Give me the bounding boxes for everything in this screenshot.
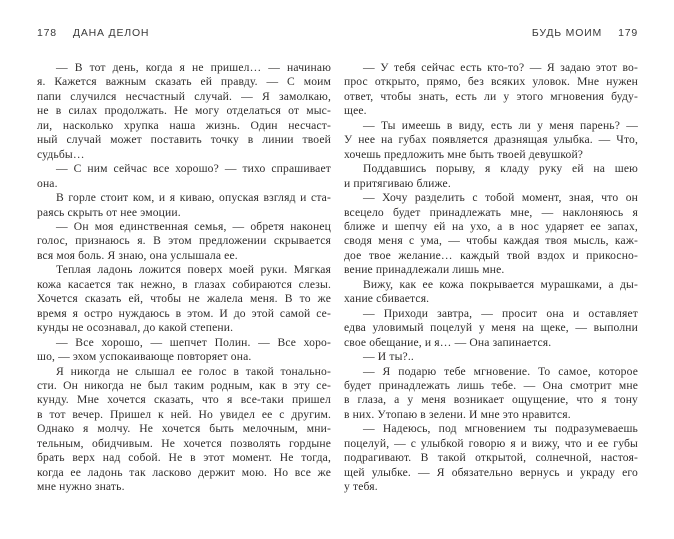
text-line: брать верх над собой. Не в этот момент. Не тогда, — [37, 451, 331, 465]
text-line: — В тот день, когда я не пришел… — начинаю — [56, 61, 331, 74]
text-line: время я остро нуждаюсь в этом. И до этой самой се- — [37, 306, 331, 320]
text-line: сводя меня с ума, — чтобы каждая твоя мысль, каж- — [344, 234, 638, 248]
text-line: — Приходи завтра, — просит она и оставляет — [363, 306, 638, 320]
text-line: У нее на губах появляется дразнящая улыбка. — Что, — [344, 133, 638, 147]
text-line: судьбы… — [37, 147, 85, 161]
paragraph — [37, 220, 331, 263]
text-line: подрагивают. В такой открытой, солнечной, настоя- — [344, 451, 638, 465]
text-line: и притягиваю ближе. — [344, 176, 451, 190]
text-line: Вижу, как ее кожа покрывается мурашками, а ды- — [363, 277, 638, 291]
text-line: ближе и шепчу ей на ухо, а в нос ударяет ее запах, — [344, 219, 638, 233]
text-line: тельным, обидчивым. Не хочется позволять гордыне — [37, 436, 331, 450]
page-header-right — [344, 27, 638, 39]
text-line: — Я подарю тебе мгновение. То самое, которое — [363, 364, 638, 378]
paragraph — [344, 162, 638, 191]
paragraph — [37, 162, 331, 191]
text-line: — Надеюсь, под мгновением ты подразумеваешь — [363, 422, 638, 436]
text-line: Я никогда не слышал ее голос в такой тонально- — [56, 364, 331, 378]
paragraph — [344, 307, 638, 350]
paragraph — [344, 61, 638, 119]
text-line: хание сбивается. — [344, 292, 430, 306]
paragraph — [344, 350, 638, 364]
text-line: Однако я молчу. Не хочется быть мелочным, мни- — [37, 422, 331, 436]
text-line: прос открыто, прямо, без всяких уловок. Мне нужен — [344, 75, 638, 89]
paragraph — [344, 119, 638, 162]
text-line: — И ты?.. — [363, 350, 414, 364]
text-line: у тебя. — [344, 480, 378, 494]
text-line: Поддавшись порыву, я кладу руку ей на шею — [363, 162, 638, 176]
text-line: В горле стоит ком, и я киваю, опуская взгляд и ста- — [56, 191, 331, 205]
text-line: раясь скрыть от нее эмоции. — [37, 205, 181, 219]
text-line: — Хочу разделить с тобой момент, зная, что он — [363, 191, 638, 205]
text-line: Хочется сказать ей, чтобы не жалела меня. В то же — [37, 292, 331, 306]
text-line: я. Кажется важным сказать ей правду. — С моим — [37, 75, 331, 89]
text-line: папи случился несчастный случай. — Я замолкаю, — [37, 89, 331, 103]
text-line: кожа касается так нежно, в глазах собираются слезы. — [37, 277, 331, 291]
text-line: она. — [37, 176, 58, 190]
text-line: — С ним сейчас все хорошо? — тихо спрашивает — [56, 162, 331, 176]
text-line: — Ты имеешь в виду, есть ли у меня парень? — — [363, 118, 638, 132]
text-line: в них. Утопаю в зелени. И мне это нравится. — [344, 407, 571, 421]
paragraph — [344, 422, 638, 494]
text-line: щее. — [344, 104, 367, 118]
paragraph — [37, 263, 331, 335]
text-line: Теплая ладонь ложится поверх моей руки. Мягкая — [56, 263, 331, 277]
text-line: голос, признаюсь я. В этом предложении скрывается — [37, 234, 331, 248]
text-line: ный случай может поставить точку в линии твоей — [37, 133, 331, 147]
text-line: будет принадлежать лишь тебе. — Она смотрит мне — [344, 378, 638, 392]
text-line: шо, — эхом успокаивающе повторяет она. — [37, 350, 252, 364]
text-line: не в силах продолжать. Не могу отделаться от мыс- — [37, 104, 331, 118]
paragraph — [344, 191, 638, 278]
page-body — [37, 61, 331, 495]
text-line: ответ, чтобы знать, есть ли у этого мгновения буду- — [344, 89, 638, 103]
text-line: сти. Он никогда не был таким родным, как в эту се- — [37, 378, 331, 392]
text-line: всецело будет принадлежать мне, — наклоняюсь я — [344, 205, 638, 219]
text-line: поцелуй, — с улыбкой говорю я и вижу, что и ее губы — [344, 436, 638, 450]
text-line: вся моя боль. Я знаю, она услышала ее. — [37, 248, 238, 262]
book-page-right — [344, 0, 638, 539]
text-line: в тот вечер. Пришел к ней. Но увидел ее с другим. — [37, 407, 331, 421]
page-number: 178 — [37, 27, 57, 39]
paragraph — [344, 278, 638, 307]
paragraph — [37, 336, 331, 365]
text-line: щей улыбке. — Я обязательно вернусь и украду его — [344, 465, 638, 479]
text-line: в глаза, а у меня возникает ощущение, что я тону — [344, 393, 638, 407]
text-line: кунду. Мне хочется сказать, что я все-таки пришел — [37, 393, 331, 407]
paragraph — [344, 365, 638, 423]
text-line: хочешь предложить мне быть твоей девушкой? — [344, 147, 584, 161]
page-header-left — [37, 27, 331, 39]
text-line: — Все хорошо, — шепчет Полин. — Все хоро- — [56, 335, 331, 349]
page-body — [344, 61, 638, 495]
text-line: ли, насколько хрупка наша жизнь. Один несчаст- — [37, 118, 331, 132]
paragraph — [37, 61, 331, 162]
text-line: мне нужно знать. — [37, 480, 125, 494]
text-line: — Он моя единственная семья, — обретя наконец — [56, 219, 331, 233]
running-title: БУДЬ МОИМ — [531, 27, 603, 39]
paragraph — [37, 365, 331, 495]
text-line: вение принадлежали лишь мне. — [344, 263, 505, 277]
text-line: дое твое желание… каждый твой вздох и прикосно- — [344, 248, 638, 262]
book-page-left — [37, 0, 331, 539]
text-line: свое обещание, и я… — Она запинается. — [344, 335, 552, 349]
running-title: ДАНА ДЕЛОН — [72, 27, 150, 39]
page-number: 179 — [618, 27, 638, 39]
text-line: — У тебя сейчас есть кто-то? — Я задаю этот во- — [363, 61, 638, 74]
paragraph — [37, 191, 331, 220]
text-line: когда ее ладонь так ласково держит мою. Но все же — [37, 465, 331, 479]
text-line: кунды не осознавал, до какой степени. — [37, 321, 234, 335]
text-line: едва уловимый поцелуй у меня на щеке, — выполни — [344, 321, 638, 335]
